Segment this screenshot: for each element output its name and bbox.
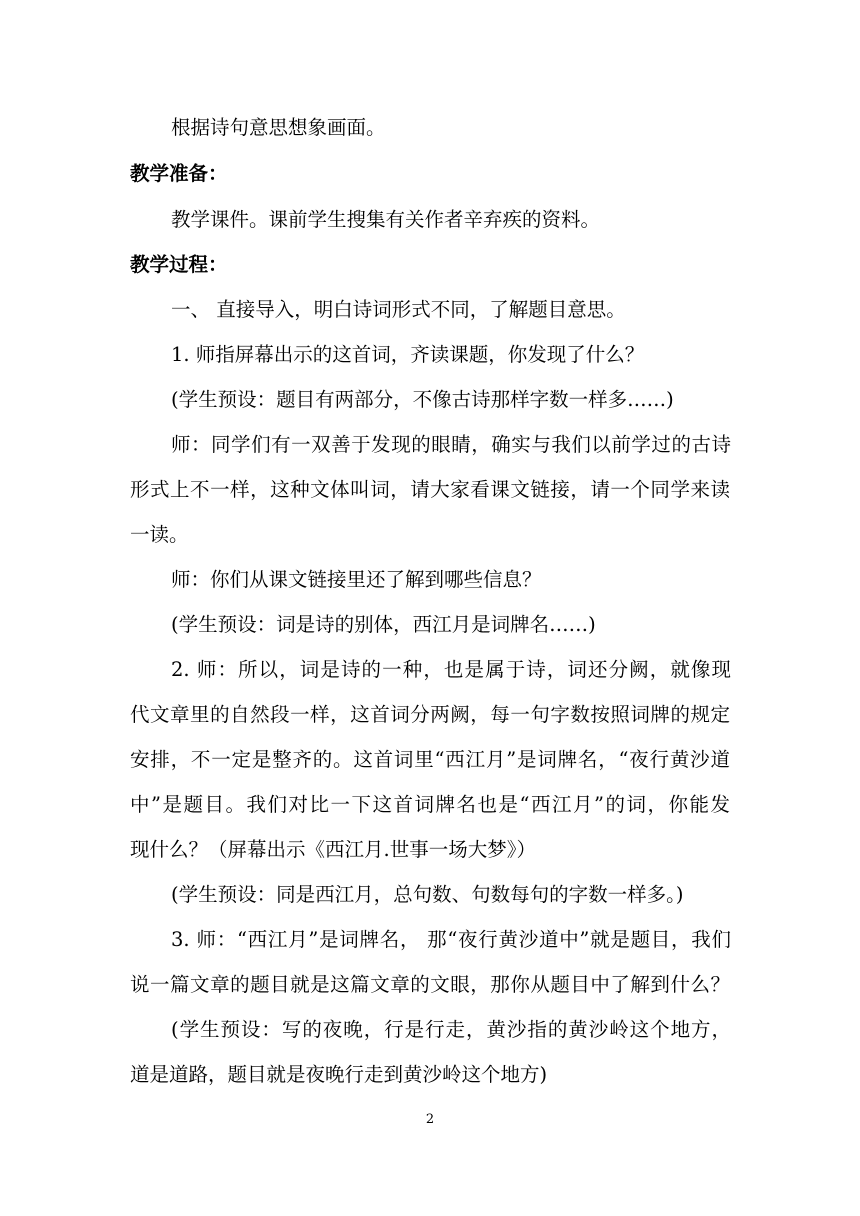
section-heading-preparation: 教学准备： <box>130 162 228 185</box>
body-line: (学生预设：写的夜晚，行是行走，黄沙指的黄沙岭这个地方， <box>171 1018 731 1041</box>
body-line: 2. 师：所以，词是诗的一种，也是属于诗，词还分阙，就像现 <box>171 658 731 681</box>
page-number: 2 <box>425 1112 435 1127</box>
body-line: 教学课件。课前学生搜集有关作者辛弃疾的资料。 <box>171 208 601 231</box>
section-heading-process: 教学过程： <box>130 253 228 276</box>
body-line: 安排，不一定是整齐的。这首词里“西江月”是词牌名，“夜行黄沙道 <box>130 748 730 771</box>
body-line: 一读。 <box>130 523 189 546</box>
body-line: 形式上不一样，这种文体叫词，请大家看课文链接，请一个同学来读 <box>130 478 730 501</box>
body-line: (学生预设：同是西江月，总句数、句数每句的字数一样多。) <box>171 883 684 906</box>
body-line: 1. 师指屏幕出示的这首词，齐读课题，你发现了什么？ <box>171 343 645 366</box>
body-line: 一、 直接导入，明白诗词形式不同，了解题目意思。 <box>171 298 626 321</box>
body-line: 师：你们从课文链接里还了解到哪些信息？ <box>171 568 542 591</box>
body-line: 师：同学们有一双善于发现的眼睛，确实与我们以前学过的古诗 <box>171 433 731 456</box>
body-line: 根据诗句意思想象画面。 <box>171 116 386 139</box>
body-line: 3. 师：“西江月”是词牌名， 那“夜行黄沙道中”就是题目，我们 <box>171 928 731 951</box>
body-line: 中”是题目。我们对比一下这首词牌名也是“西江月”的词，你能发 <box>130 793 730 816</box>
body-line: (学生预设：题目有两部分，不像古诗那样字数一样多……) <box>171 388 674 411</box>
body-line: 代文章里的自然段一样，这首词分两阙，每一句字数按照词牌的规定 <box>130 703 730 726</box>
body-line: 说一篇文章的题目就是这篇文章的文眼，那你从题目中了解到什么？ <box>130 973 730 996</box>
body-line: 道是道路，题目就是夜晚行走到黄沙岭这个地方) <box>130 1063 548 1086</box>
body-line: 现什么？（屏幕出示《西江月.世事一场大梦》） <box>130 838 536 861</box>
body-line: (学生预设：词是诗的别体，西江月是词牌名……) <box>171 613 596 636</box>
